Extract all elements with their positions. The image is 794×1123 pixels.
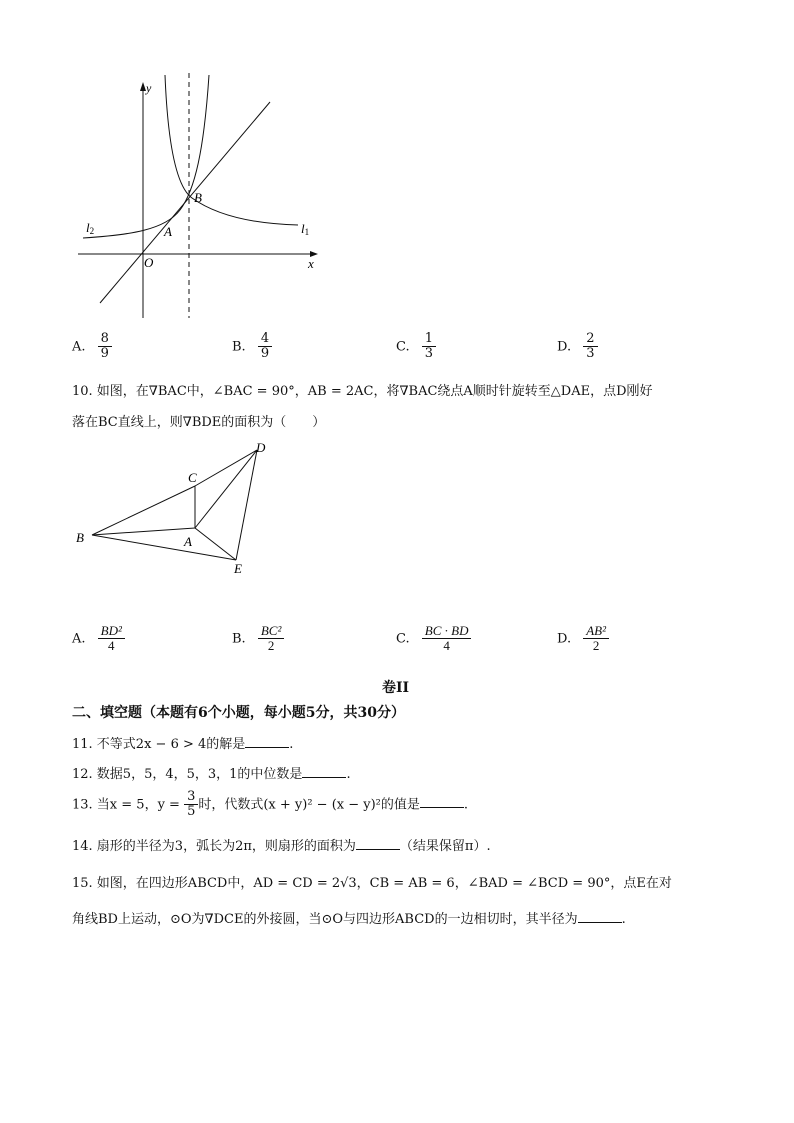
option-fraction	[583, 624, 609, 654]
q13-end: .	[463, 797, 469, 813]
q15-line-1: 15. 如图，在四边形ABCD中，AD = CD = 2√3，CB = AB = 6，∠BAD = ∠BCD = 90°，点E在对	[72, 876, 672, 891]
x-axis-label: x	[308, 256, 314, 271]
denominator: 4	[443, 638, 450, 654]
option-fraction	[422, 332, 436, 362]
numerator: 2	[583, 332, 597, 347]
segment-ba	[92, 528, 195, 535]
q12-text: 12. 数据5，5，4，5，3，1的中位数是	[72, 767, 303, 782]
q15-line-2-text: 角线BD上运动，⊙O为∇DCE的外接圆，当⊙O与四边形ABCD的一边相切时，其半径为	[72, 912, 578, 927]
answer-blank[interactable]	[245, 735, 289, 748]
section-2-title: 二、填空题（本题有6个小题，每小题5分，共30分）	[72, 705, 405, 721]
option-fraction	[258, 332, 272, 362]
q10-option-d[interactable]	[557, 624, 609, 654]
q9-option-a[interactable]	[72, 332, 112, 362]
function-graph-figure	[70, 70, 330, 325]
numerator: AB²	[583, 624, 609, 639]
option-letter: D.	[557, 631, 572, 647]
q13-prefix: 13. 当x = 5，y =	[72, 797, 180, 813]
q14	[72, 835, 491, 854]
option-letter: B.	[232, 631, 246, 647]
q15-line-2	[72, 908, 626, 927]
label-b: B	[76, 530, 84, 545]
segment-ae	[195, 528, 236, 560]
point-a-label: A	[164, 224, 172, 239]
option-letter: D.	[557, 339, 572, 355]
option-fraction	[258, 624, 285, 654]
q13	[72, 790, 468, 820]
numerator: BC²	[258, 624, 285, 639]
option-fraction	[98, 332, 112, 362]
q15-end: .	[621, 912, 626, 927]
q11-end: .	[289, 737, 294, 752]
q11	[72, 733, 293, 752]
origin-label: O	[144, 255, 154, 270]
numerator: 1	[422, 332, 436, 347]
denominator: 3	[424, 346, 434, 362]
curve-l2-label: l2	[86, 220, 95, 236]
q10-option-b[interactable]	[232, 624, 284, 654]
numerator: BD²	[98, 624, 125, 639]
denominator: 9	[260, 346, 270, 362]
q13-suffix: 时，代数式(x + y)² − (x − y)²的值是	[198, 797, 420, 813]
q9-option-d[interactable]	[557, 332, 598, 362]
q14-end: （结果保留π）.	[399, 839, 491, 854]
denominator: 5	[187, 804, 196, 820]
answer-blank[interactable]	[578, 910, 622, 923]
segment-be	[92, 535, 236, 560]
option-fraction	[98, 624, 125, 654]
denominator: 9	[100, 346, 109, 362]
option-letter: C.	[396, 631, 410, 647]
denominator: 3	[586, 346, 595, 362]
label-d: D	[256, 440, 266, 455]
denominator: 2	[592, 638, 600, 654]
y-axis-label: y	[146, 81, 152, 95]
q10-option-a[interactable]	[72, 624, 125, 654]
option-letter: B.	[232, 339, 246, 355]
q9-option-b[interactable]	[232, 332, 272, 362]
answer-blank[interactable]	[420, 795, 464, 808]
q10-line-2: 落在BC直线上，则∇BDE的面积为（ ）	[72, 415, 326, 430]
answer-blank[interactable]	[302, 765, 346, 778]
option-letter: A.	[72, 339, 86, 355]
point-b-label: B	[194, 190, 202, 205]
segment-ad	[195, 450, 257, 528]
label-e: E	[234, 561, 242, 576]
numerator: 4	[258, 332, 272, 347]
option-fraction	[422, 624, 472, 654]
q11-text: 11. 不等式2x − 6 > 4的解是	[72, 737, 246, 752]
option-letter: C.	[396, 339, 410, 355]
segment-de	[236, 450, 257, 560]
numerator: 8	[98, 332, 112, 347]
option-fraction	[583, 332, 597, 362]
q9-option-c[interactable]	[396, 332, 436, 362]
denominator: 4	[108, 638, 115, 654]
label-a: A	[184, 534, 192, 549]
q14-text: 14. 扇形的半径为3，弧长为2π，则扇形的面积为	[72, 839, 356, 854]
q10-line-1: 10. 如图，在∇BAC中，∠BAC = 90°，AB = 2AC，将∇BAC绕点A顺时针旋转至△DAE，点D刚好	[72, 384, 653, 399]
curve-l2	[83, 75, 209, 238]
segment-bc	[92, 486, 195, 535]
q13-fraction	[184, 790, 198, 820]
volume-title: 卷II	[382, 680, 410, 696]
curve-l1-label: l1	[301, 221, 310, 237]
numerator: 3	[184, 790, 198, 805]
answer-blank[interactable]	[356, 837, 400, 850]
numerator: BC · BD	[422, 624, 472, 639]
q12-end: .	[346, 767, 351, 782]
segment-cd	[195, 450, 257, 486]
option-letter: A.	[72, 631, 86, 647]
denominator: 2	[267, 638, 275, 654]
label-c: C	[188, 470, 197, 485]
q12	[72, 763, 351, 782]
q10-option-c[interactable]	[396, 624, 471, 654]
triangle-figure	[70, 438, 280, 578]
